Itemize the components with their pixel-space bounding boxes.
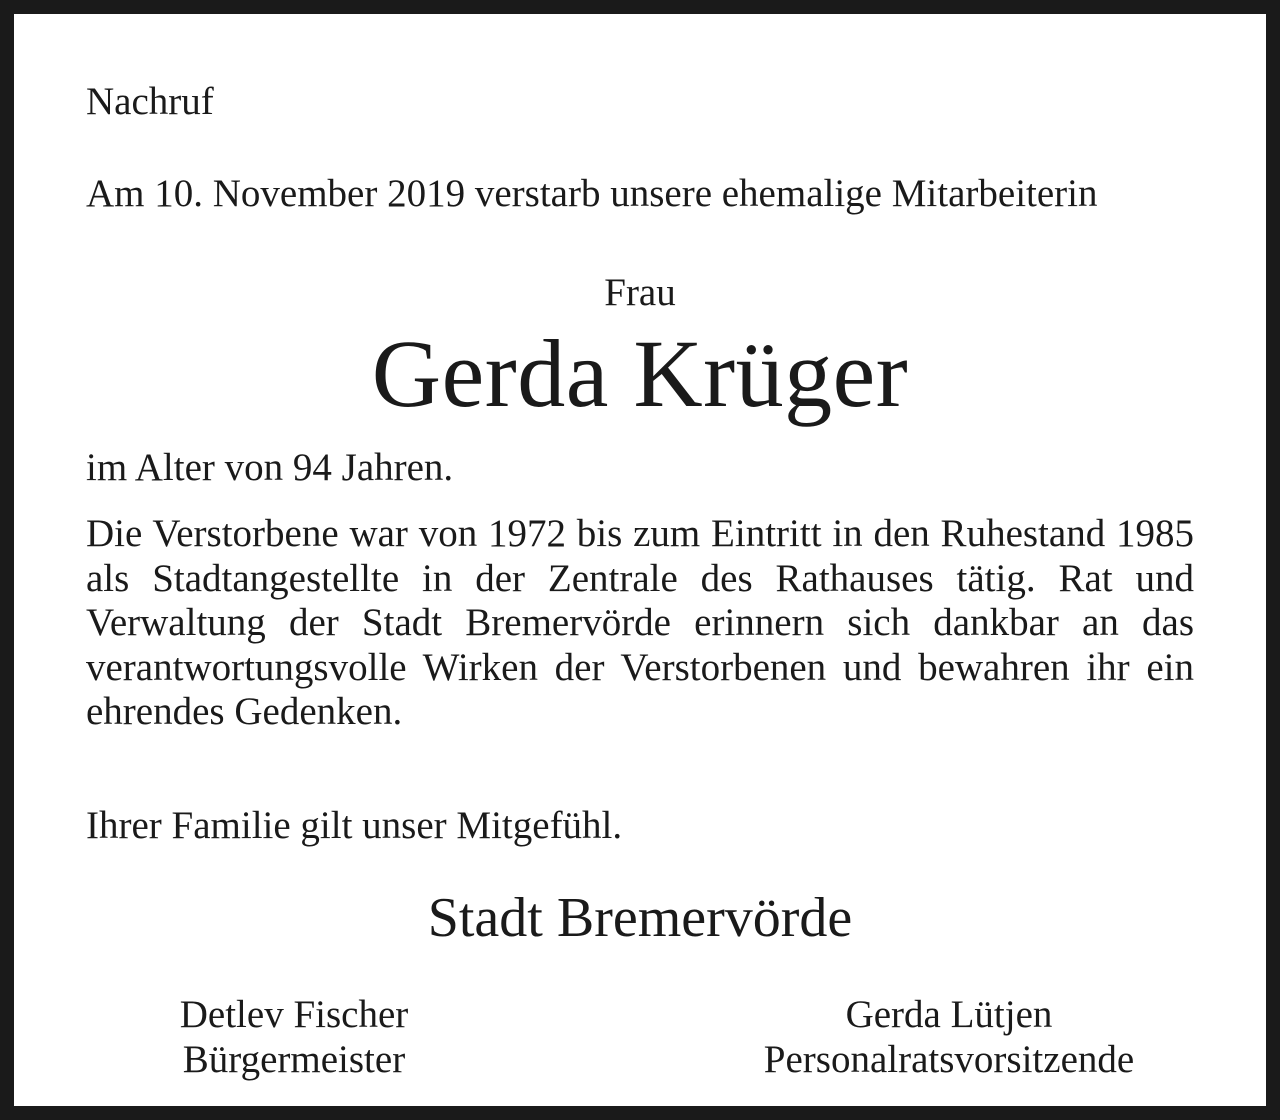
notice-heading: Nachruf (86, 80, 214, 123)
signatory-right (694, 992, 1204, 1082)
signatory-name: Gerda Lütjen (845, 993, 1053, 1036)
deceased-name: Gerda Krüger (371, 320, 909, 427)
signatory-title: Bürgermeister (182, 1038, 406, 1081)
intro-text (86, 172, 1196, 215)
signatory-title: Personalratsvorsitzende (763, 1038, 1135, 1081)
salutation: Frau (604, 271, 676, 314)
signatory-left (94, 992, 494, 1082)
organization-name: Stadt Bremervörde (427, 887, 853, 949)
signatory-name: Detlev Fischer (179, 993, 409, 1036)
body-paragraph: Die Verstorbene war von 1972 bis zum Eintritt in den Ruhestand 1985 als Stadtangestellte in der Zentrale des Rathauses tätig. Rat und Verwaltung der Stadt Bremervörde erinnern sich dankbar an das verantwortungsvolle Wirken der Verstorbenen und bewahren ihr ein ehrendes Gedenken. (86, 512, 1194, 733)
age-line: im Alter von 94 Jahren. (86, 446, 454, 489)
condolence-line: Ihrer Familie gilt unser Mitgefühl. (86, 804, 623, 847)
intro-line: Am 10. November 2019 verstarb unsere ehemalige Mitarbeiterin (86, 172, 1098, 215)
